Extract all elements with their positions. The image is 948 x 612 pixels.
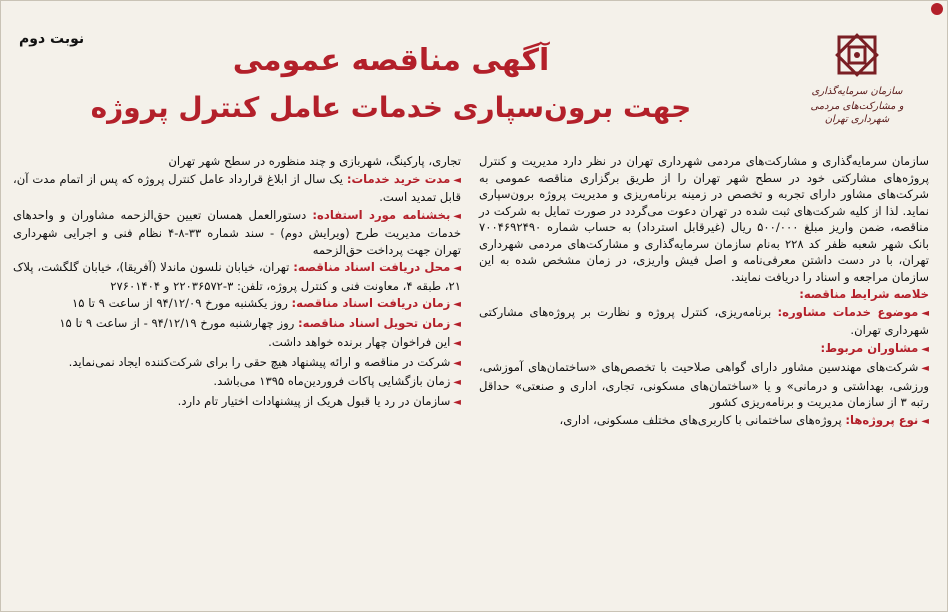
bullet-icon: ◄: [453, 174, 461, 186]
duration-text: یک سال از ابلاغ قرارداد عامل کنترل پروژه که پس از اتمام مدت آن، قابل تمدید است.: [13, 171, 461, 204]
bullet-icon: ◄: [453, 357, 461, 369]
bullet-icon: ◄: [453, 210, 461, 222]
note-text: سازمان در رد یا قبول هریک از پیشنهادات اختیار تام دارد.: [177, 393, 451, 408]
intro-paragraph: سازمان سرمایه‌گذاری و مشارکت‌های مردمی شهرداری تهران در نظر دارد مدیریت و کنترل پروژه‌های مشارکتی خود در سطح شهر تهران را از طریق برگزاری مناقصه عمومی به شرکت‌های مشاور دارای تجربه و تخصص در زمینه برنامه‌ریزی و مدیریت پروژه برون‌سپاری نماید. لذا از کلیه شرکت‌های ثبت شده در تهران دعوت می‌گردد در صورت تمایل به شرکت در مناقصه، ضمن واریز مبلغ ۵۰۰/۰۰۰ ریال (غیرقابل استرداد) به حساب شماره ۷۰۰۴۶۹۲۴۹۰ بانک شهر شعبه ظفر کد ۲۲۸ به‌نام سازمان سرمایه‌گذاری و مشارکت‌های مردمی شهرداری تهران، با در دست داشتن معرفی‌نامه و اصل فیش واریزی، در زمان مشخص شده به این سازمان مراجعه و اسناد را دریافت نمایند.: [479, 154, 929, 284]
bullet-icon: ◄: [921, 343, 929, 355]
subject-label: موضوع خدمات مشاوره:: [777, 304, 919, 319]
logo-emblem-icon: [829, 27, 885, 83]
corner-dot: [931, 3, 943, 15]
notice-subtitle: جهت برون‌سپاری خدمات عامل کنترل پروژه: [90, 91, 692, 124]
subject-text: برنامه‌ریزی، کنترل پروژه و نظارت بر پروژه‌های مشارکتی شهرداری تهران.: [479, 304, 929, 337]
bullet-icon: ◄: [453, 396, 461, 408]
receive-label: زمان دریافت اسناد مناقصه:: [291, 296, 451, 310]
circular-item: [13, 207, 461, 259]
bullet-icon: ◄: [453, 338, 461, 349]
circular-text: دستورالعمل همسان تعیین حق‌الزحمه مشاوران و واحدهای خدمات مدیریت طرح (ویرایش دوم) - سند شماره ۳۳-۸-۴ نظام فنی و اجرایی شهرداری تهران جهت پرداخت حق‌الزحمه: [13, 207, 462, 257]
deliver-text: روز چهارشنبه مورخ ۹۴/۱۲/۱۹ - از ساعت ۹ تا ۱۵: [59, 315, 295, 330]
right-column: [479, 153, 929, 431]
subject-item: [479, 304, 929, 339]
bullet-icon: ◄: [921, 307, 930, 319]
note-text: شرکت در مناقصه و ارائه پیشنهاد هیچ حقی را برای شرکت‌کننده ایجاد نمی‌نماید.: [68, 354, 451, 369]
consultants-detail: [479, 359, 929, 411]
deliver-label: زمان تحویل اسناد مناقصه:: [298, 315, 451, 330]
organization-name-line2: و مشارکت‌های مردمی شهرداری تهران: [810, 101, 904, 125]
bullet-icon: ◄: [921, 363, 929, 374]
circular-label: بخشنامه مورد استفاده:: [312, 207, 451, 222]
location-label: محل دریافت اسناد مناقصه:: [293, 260, 451, 274]
left-column: [13, 153, 461, 412]
consultants-text: شرکت‌های مهندسین مشاور دارای گواهی صلاحیت با تخصص‌های «ساختمان‌های آموزشی، ورزشی، بهداشتی و درمانی» و یا «ساختمان‌های مسکونی، تجاری، اداری و صنعتی» حداقل رتبه ۳ از سازمان مدیریت و برنامه‌ریزی کشور: [479, 360, 929, 409]
consultants-label: مشاوران مربوط:: [820, 340, 919, 355]
note-text: زمان بازگشایی پاکات فروردین‌ماه ۱۳۹۵ می‌باشد.: [213, 374, 451, 388]
round-label: نوبت دوم: [19, 31, 85, 47]
deliver-item: [13, 315, 461, 334]
bullet-icon: ◄: [453, 377, 461, 388]
note-item: [13, 373, 461, 392]
bullet-icon: ◄: [453, 263, 462, 274]
note-item: [13, 334, 461, 353]
bullet-icon: ◄: [453, 299, 461, 310]
note-text: این فراخوان چهار برنده خواهد داشت.: [268, 335, 451, 349]
duration-item: [13, 171, 461, 206]
note-item: [13, 393, 461, 412]
project-type-text: پروژه‌های ساختمانی با کاربری‌های مختلف مسکونی، اداری،: [559, 412, 842, 427]
location-text: تهران، خیابان نلسون ماندلا (آفریقا)، خیابان گلگشت، پلاک ۲۱، طبقه ۴، معاونت فنی و کنترل پروژه، تلفن: ۳-۲۲۰۳۶۵۷۲ و ۲۷۶۰۱۴۰۴: [13, 260, 461, 293]
summary-heading: خلاصه شرایط مناقصه:: [799, 287, 929, 301]
notice-title: آگهی مناقصه عمومی: [232, 43, 550, 78]
continuation-text: تجاری، پارکینگ، شهربازی و چند منظوره در سطح شهر تهران: [168, 154, 461, 168]
project-type-item: [479, 412, 929, 431]
organization-name-line1: سازمان سرمایه‌گذاری: [811, 86, 903, 97]
bullet-icon: ◄: [453, 318, 461, 330]
duration-label: مدت خرید خدمات:: [346, 171, 451, 186]
project-type-label: نوع پروژه‌ها:: [845, 412, 919, 427]
receive-text: روز یکشنبه مورخ ۹۴/۱۲/۰۹ از ساعت ۹ تا ۱۵: [72, 296, 288, 310]
consultants-item: [479, 340, 929, 359]
bullet-icon: ◄: [921, 415, 929, 427]
location-item: [13, 259, 461, 294]
organization-logo: [797, 27, 917, 126]
receive-item: [13, 295, 461, 314]
note-item: [13, 354, 461, 373]
